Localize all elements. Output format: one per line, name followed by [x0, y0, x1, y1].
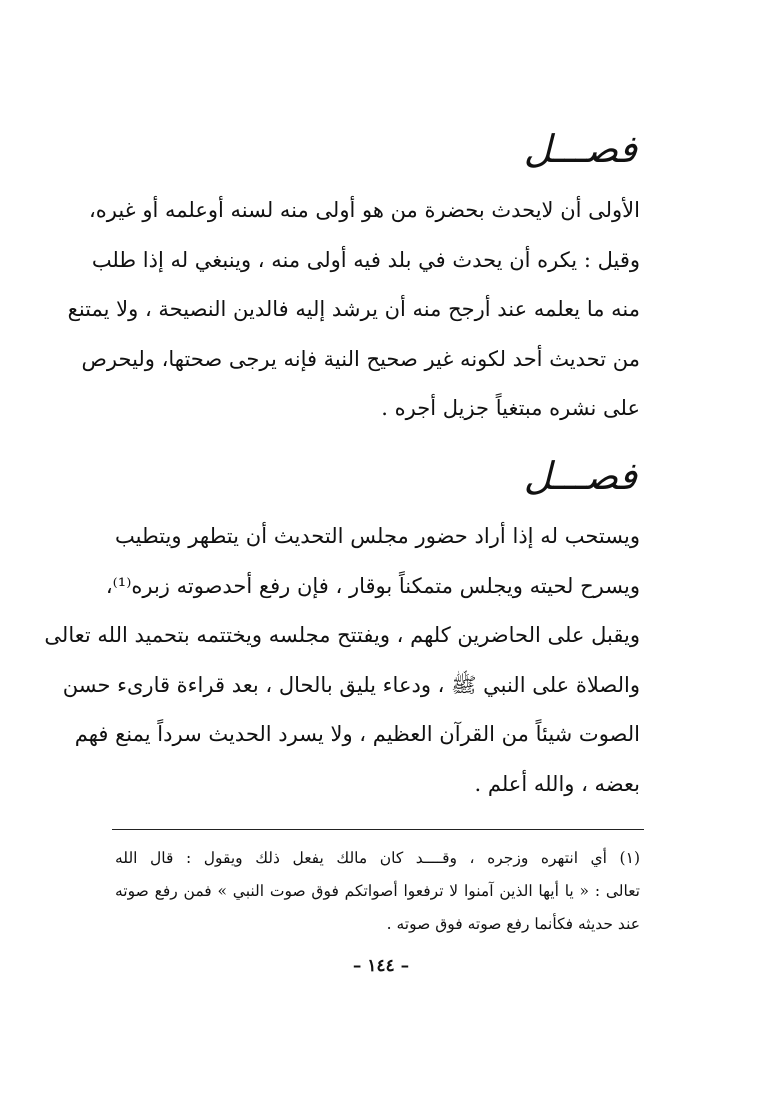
paragraph-line: الصوت شيئاً من القرآن العظيم ، ولا يسرد الحديث سرداً يمنع فهم — [74, 722, 640, 746]
paragraph-line: من تحديث أحد لكونه غير صحيح النية فإنه يرجى صحتها، وليحرص — [81, 346, 640, 371]
section-heading-1: فصـــل — [523, 127, 637, 171]
paragraph-line: الأولى أن لايحدث بحضرة من هو أولى منه لسنه أوعلمه أو غيره، — [88, 198, 640, 222]
paragraph-line: ويستحب له إذا أراد حضور مجلس التحديث أن يتطهر ويتطيب — [115, 524, 640, 548]
paragraph-line: وقيل : يكره أن يحدث في بلد فيه أولى منه ، وينبغي له إذا طلب — [91, 247, 640, 272]
footnote-line: عند حديثه فكأنما رفع صوته فوق صوته . — [386, 915, 640, 933]
section-2-paragraph — [44, 512, 640, 809]
footnote-line: تعالى : « يا أيها الذين آمنوا لا ترفعوا أصواتكم فوق صوت النبي » فمن رفع صوته — [115, 882, 640, 900]
paragraph-line: ويسرح لحيته ويجلس متمكناً بوقار ، فإن رفع أحدصوته زبره⁽¹⁾، — [105, 573, 640, 598]
paragraph-line: بعضه ، والله أعلم . — [474, 771, 640, 796]
footnote-line: (١) أي انتهره وزجره ، وقــــد كان مالك يفعل ذلك ويقول : قال الله — [115, 849, 640, 867]
section-heading-2: فصـــل — [523, 454, 637, 498]
page-number: – ١٤٤ – — [352, 956, 410, 976]
paragraph-line: منه ما يعلمه عند أرجح منه أن يرشد إليه فالدين النصيحة ، ولا يمتنع — [67, 297, 640, 321]
footnote — [115, 842, 640, 941]
footnote-divider — [112, 829, 644, 830]
paragraph-line: ويقبل على الحاضرين كلهم ، ويفتتح مجلسه ويختتمه بتحميد الله تعالى — [44, 623, 640, 647]
paragraph-line: والصلاة على النبي ﷺ ، ودعاء يليق بالحال ، بعد قراءة قارىء حسن — [62, 672, 640, 697]
paragraph-line: على نشره مبتغياً جزيل أجره . — [381, 396, 640, 420]
section-1-paragraph — [67, 186, 640, 434]
